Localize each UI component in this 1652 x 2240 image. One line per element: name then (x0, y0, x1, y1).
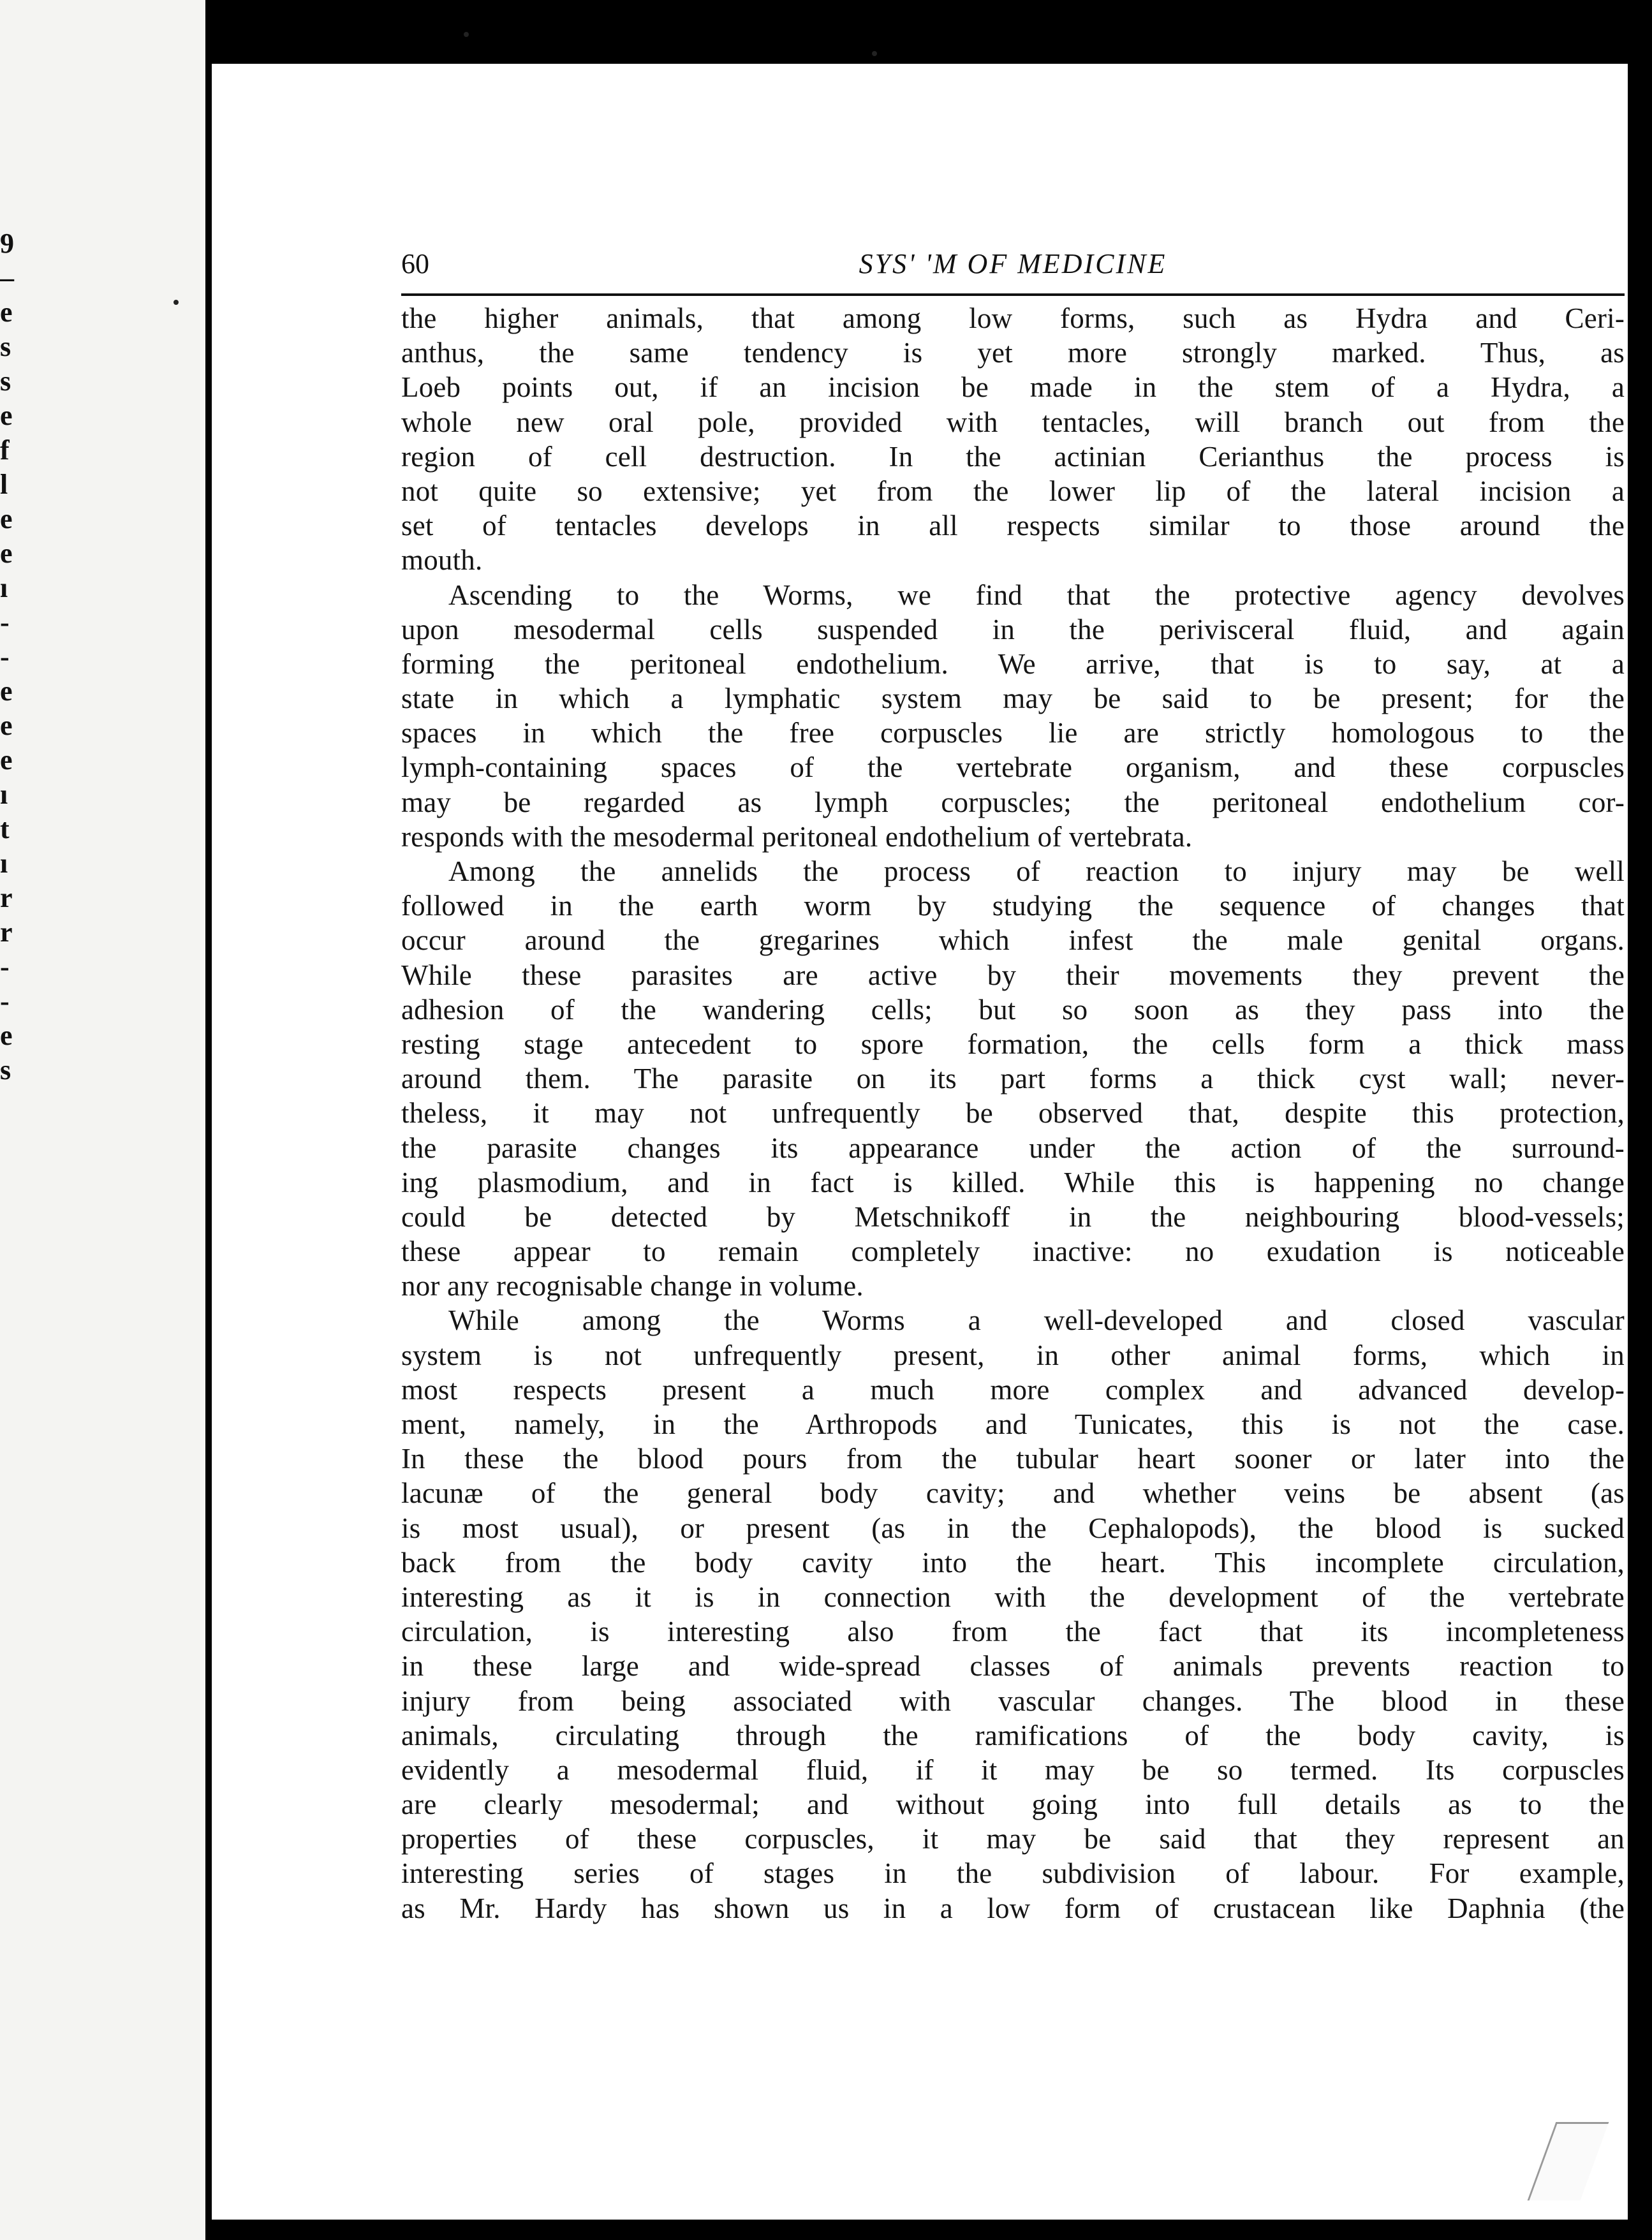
text-line: mouth. (401, 544, 483, 577)
text-line: is most usual), or present (as in the Cephalopods), the blood is sucked (401, 1512, 1625, 1544)
scan-speck (872, 51, 877, 56)
facing-page-letter: e (0, 675, 13, 707)
text-line: the parasite changes its appearance under the action of the surround- (401, 1131, 1625, 1164)
text-line: animals, circulating through the ramifications of the body cavity, is (401, 1719, 1625, 1751)
text-line: ing plasmodium, and in fact is killed. While this is happening no change (401, 1166, 1625, 1198)
book-page (212, 64, 1628, 2220)
text-line: circulation, is interesting also from the fact that its incompleteness (401, 1616, 1625, 1648)
text-line: set of tentacles develops in all respects similar to those around the (401, 510, 1625, 542)
text-line: adhesion of the wandering cells; but so soon as they pass into the (401, 993, 1625, 1026)
text-line: around them. The parasite on its part forms a thick cyst wall; never- (401, 1063, 1625, 1095)
paragraph (401, 578, 1625, 855)
text-line: Among the annelids the process of reaction to injury may be well (448, 855, 1625, 887)
text-line: interesting series of stages in the subdivision of labour. For example, (401, 1857, 1625, 1890)
facing-page-letter: e (0, 400, 13, 431)
text-line: whole new oral pole, provided with tentacles, will branch out from the (401, 406, 1625, 438)
text-line: injury from being associated with vascular changes. The blood in these (401, 1684, 1625, 1717)
running-title: SYS' 'M OF MEDICINE (859, 248, 1167, 279)
text-line: followed in the earth worm by studying the sequence of changes that (401, 890, 1625, 922)
text-line: Loeb points out, if an incision be made in the stem of a Hydra, a (401, 371, 1625, 404)
page-number: 60 (401, 248, 429, 279)
gutter-divider (205, 0, 212, 2240)
text-line: lacunæ of the general body cavity; and whether veins be absent (as (401, 1477, 1625, 1510)
facing-page-letter: r (0, 882, 13, 913)
facing-page-letter: 9 (0, 228, 14, 259)
facing-page-letter: f (0, 434, 10, 466)
facing-page-letter: l (0, 469, 8, 500)
facing-page-edge (0, 0, 205, 2240)
text-line: While among the Worms a well-developed and closed vascular (448, 1304, 1625, 1337)
paragraph (401, 854, 1625, 1303)
facing-page-letter: ı (0, 848, 8, 879)
text-line: may be regarded as lymph corpuscles; the peritoneal endothelium cor- (401, 786, 1625, 818)
text-line: evidently a mesodermal fluid, if it may be so termed. Its corpuscles (401, 1753, 1625, 1786)
text-line: anthus, the same tendency is yet more strongly marked. Thus, as (401, 337, 1625, 369)
text-line: Ascending to the Worms, we find that the protective agency devolves (448, 578, 1625, 611)
paragraph (401, 1303, 1625, 1925)
facing-page-letter: - (0, 607, 10, 638)
text-line: nor any recognisable change in volume. (401, 1270, 864, 1302)
text-line: theless, it may not unfrequently be observed that, despite this protection, (401, 1097, 1625, 1130)
facing-page-letter: – (0, 262, 14, 293)
text-line: properties of these corpuscles, it may be said that they represent an (401, 1823, 1625, 1855)
page-corner-fold (1528, 2122, 1609, 2200)
facing-page-letter: ı (0, 779, 8, 810)
text-line: are clearly mesodermal; and without going into full details as to the (401, 1788, 1625, 1821)
facing-page-letter: r (0, 917, 13, 948)
facing-page-letter: - (0, 951, 10, 982)
text-line: upon mesodermal cells suspended in the perivisceral fluid, and again (401, 613, 1625, 645)
text-line: responds with the mesodermal peritoneal endothelium of vertebrata. (401, 820, 1193, 853)
facing-page-letter: s (0, 365, 11, 397)
page-header (401, 242, 1625, 296)
text-line: While these parasites are active by their movements they prevent the (401, 959, 1625, 991)
text-line: these appear to remain completely inactive: no exudation is noticeable (401, 1235, 1625, 1268)
text-line: as Mr. Hardy has shown us in a low form of crustacean like Daphnia (the (401, 1892, 1625, 1924)
text-line: interesting as it is in connection with the development of the vertebrate (401, 1581, 1625, 1613)
facing-page-letter: e (0, 744, 13, 776)
text-line: region of cell destruction. In the actinian Cerianthus the process is (401, 440, 1625, 473)
text-line: system is not unfrequently present, in other animal forms, which in (401, 1339, 1625, 1371)
scan-speck (173, 300, 179, 305)
facing-page-letter: - (0, 985, 10, 1017)
facing-page-letter: ı (0, 572, 8, 603)
scan-speck (464, 32, 469, 37)
text-line: forming the peritoneal endothelium. We arrive, that is to say, at a (401, 647, 1625, 680)
text-line: not quite so extensive; yet from the lower lip of the lateral incision a (401, 475, 1625, 507)
text-line: lymph-containing spaces of the vertebrate organism, and these corpuscles (401, 751, 1625, 784)
text-line: back from the body cavity into the heart. This incomplete circulation, (401, 1546, 1625, 1579)
text-line: In these the blood pours from the tubular heart sooner or later into the (401, 1443, 1625, 1475)
text-line: spaces in which the free corpuscles lie are strictly homologous to the (401, 717, 1625, 749)
text-line: in these large and wide-spread classes of animals prevents reaction to (401, 1650, 1625, 1683)
facing-page-letters (0, 226, 26, 1087)
facing-page-letter: - (0, 641, 10, 672)
facing-page-letter: e (0, 503, 13, 534)
text-line: could be detected by Metschnikoff in the neighbouring blood-vessels; (401, 1200, 1625, 1233)
body-text (401, 301, 1625, 1926)
text-line: most respects present a much more complex and advanced develop- (401, 1373, 1625, 1406)
paragraph (401, 301, 1625, 578)
facing-page-letter: e (0, 538, 13, 569)
text-line: state in which a lymphatic system may be said to be present; for the (401, 682, 1625, 715)
facing-page-letter: t (0, 813, 10, 844)
text-line: occur around the gregarines which infest the male genital organs. (401, 924, 1625, 957)
facing-page-letter: e (0, 710, 13, 741)
facing-page-letter: e (0, 1020, 13, 1051)
text-line: resting stage antecedent to spore formation, the cells form a thick mass (401, 1028, 1625, 1060)
facing-page-letter: e (0, 297, 13, 328)
text-line: the higher animals, that among low forms, such as Hydra and Ceri- (401, 302, 1625, 334)
facing-page-letter: s (0, 1054, 11, 1086)
text-line: ment, namely, in the Arthropods and Tunicates, this is not the case. (401, 1408, 1625, 1440)
facing-page-letter: s (0, 331, 11, 362)
